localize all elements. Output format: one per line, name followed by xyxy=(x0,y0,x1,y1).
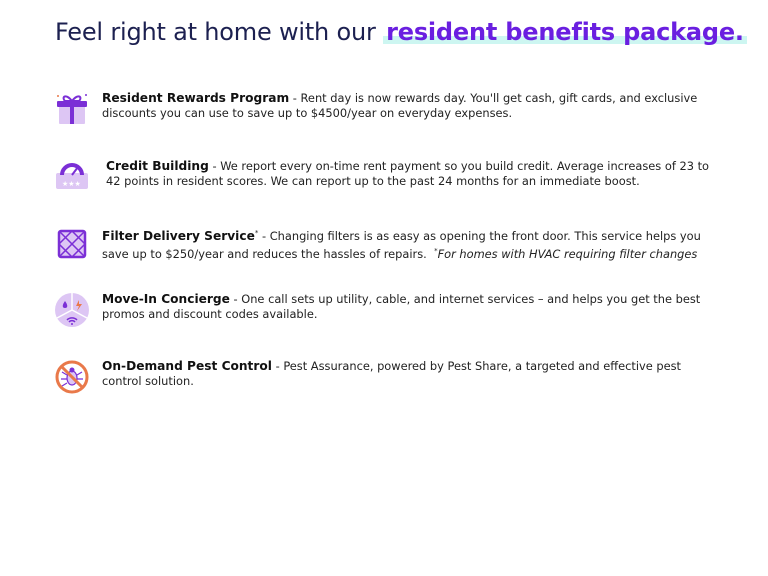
headline-accent: resident benefits package. xyxy=(383,18,747,46)
benefit-resident-rewards xyxy=(54,91,714,131)
benefit-credit-building xyxy=(54,159,714,199)
no-pests-icon xyxy=(54,359,90,395)
benefit-title: Resident Rewards Program xyxy=(102,91,290,105)
benefit-title: Move-In Concierge xyxy=(102,292,230,306)
benefit-title: Filter Delivery Service xyxy=(102,228,255,243)
benefit-description: We report every on-time rent payment so you build credit. Average increases of 23 to 42 points in resident scores. We can report up to the past 24 months for an immediate boost. xyxy=(106,159,710,188)
gift-icon xyxy=(54,91,90,127)
benefit-description: Changing filters is as easy as opening the front door. This service helps you save up to $250/year and reduces the hassles of repairs. xyxy=(102,228,701,261)
benefit-title: Credit Building xyxy=(106,159,209,173)
benefit-pest-control xyxy=(54,359,714,399)
air-filter-icon xyxy=(54,226,90,262)
credit-gauge-icon xyxy=(54,159,90,195)
benefit-description: Pest Assurance, powered by Pest Share, a targeted and effective pest control solution. xyxy=(102,359,681,388)
benefit-footnote: For homes with HVAC requiring filter changes xyxy=(437,246,698,261)
benefit-move-in-concierge xyxy=(54,292,714,332)
utilities-icon xyxy=(54,292,90,328)
benefit-text: Resident Rewards Program - Rent day is now rewards day. You'll get cash, gift cards, and exclusive discounts you can use to save up to $4500/year on everyday expenses. xyxy=(102,91,698,120)
benefit-description: One call sets up utility, cable, and internet services – and helps you get the best promos and discount codes available. xyxy=(102,292,701,321)
headline-lead: Feel right at home with our xyxy=(55,18,376,46)
svg-text:★★★: ★★★ xyxy=(62,180,81,188)
benefit-text: Move-In Concierge - One call sets up utility, cable, and internet services – and helps you get the best promos and discount codes available. xyxy=(102,292,701,321)
benefit-title: On-Demand Pest Control xyxy=(102,359,272,373)
benefit-text: Filter Delivery Service* - Changing filters is as easy as opening the front door. This service helps you save up to $250/year and reduces the hassles of repairs. *For homes with HVAC requiring filter changes xyxy=(102,228,701,261)
page-headline xyxy=(55,14,755,50)
benefit-text: On-Demand Pest Control - Pest Assurance, powered by Pest Share, a targeted and effective pest control solution. xyxy=(102,359,681,388)
benefit-text: Credit Building - We report every on-time rent payment so you build credit. Average increases of 23 to 42 points in resident scores. We can report up to the past 24 months for an immediate boost. xyxy=(106,159,710,188)
benefit-filter-delivery xyxy=(54,226,714,266)
benefit-description: Rent day is now rewards day. You'll get cash, gift cards, and exclusive discounts you can use to save up to $4500/year on everyday expenses. xyxy=(102,91,698,120)
